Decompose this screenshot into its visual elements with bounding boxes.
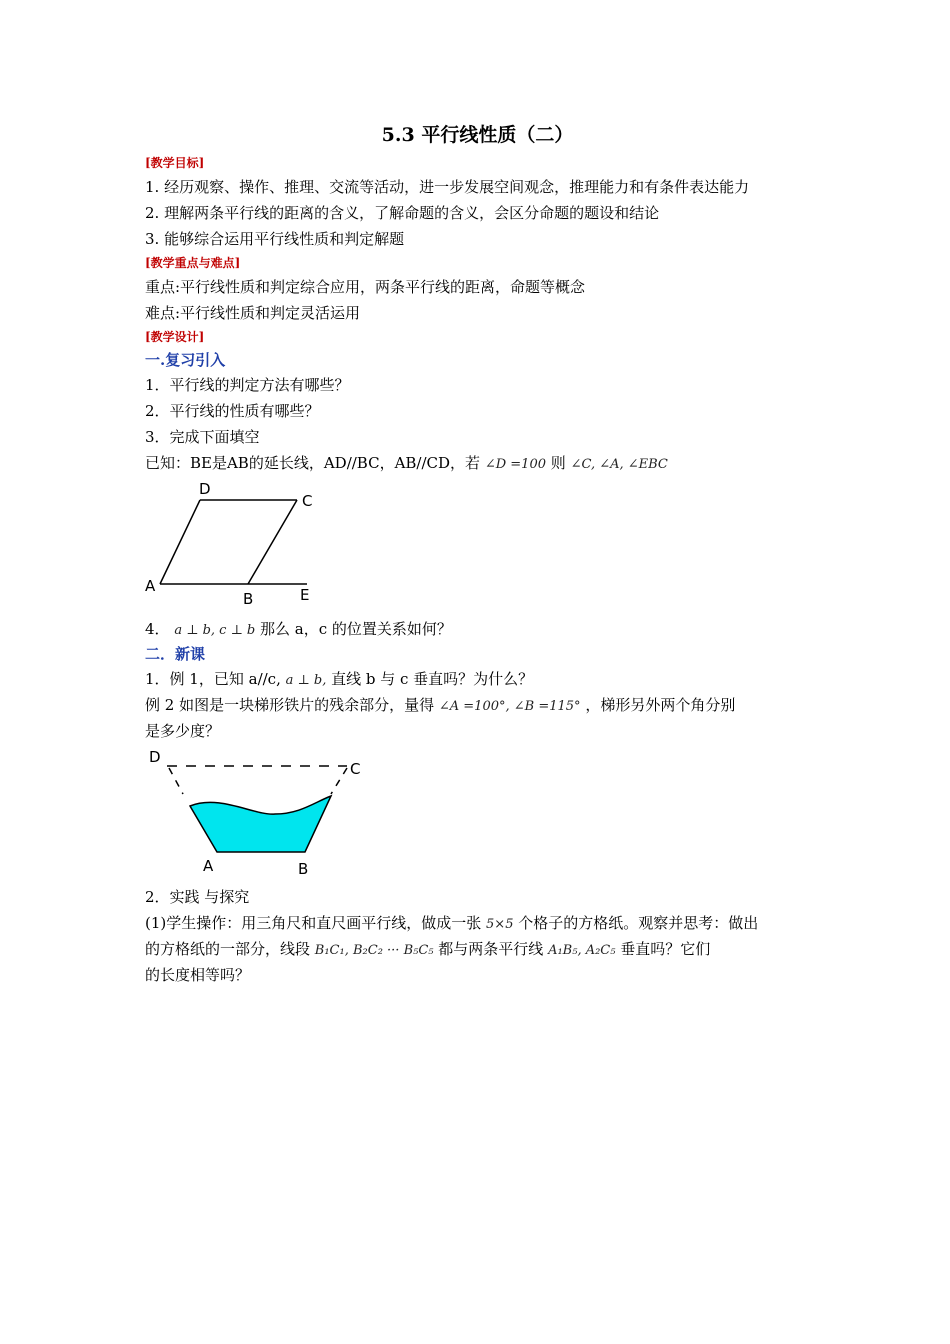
practice-l2-math2: A₁B₅, A₂C₅	[548, 943, 616, 958]
question-4	[145, 616, 810, 642]
known-text: 已知：BE是AB的延长线，AD//BC，AB//CD，若	[145, 454, 481, 472]
ex2-math: ∠A =100°, ∠B =115°	[438, 699, 581, 714]
ex1-math: a ⊥ b,	[285, 673, 327, 688]
example-2	[145, 692, 810, 718]
known-then: 则	[550, 454, 566, 472]
new-lesson-heading: 二．新课	[145, 645, 206, 663]
practice-l2-c: 垂直吗？它们	[620, 940, 711, 958]
practice-l2-math1: B₁C₁, B₂C₂ ··· B₅C₅	[314, 943, 434, 958]
document-page	[145, 118, 810, 988]
example-2-cont: 是多少度？	[145, 722, 221, 740]
label-b: B	[298, 860, 309, 878]
review-item-3: 3．完成下面填空	[145, 428, 260, 446]
label-d: D	[199, 480, 211, 498]
ex1-text-a: 1．例 1，已知 a//c,	[145, 670, 281, 688]
q4-math: a ⊥ b, c ⊥ b	[174, 623, 256, 638]
known-math-angle-d: ∠D =100	[484, 457, 546, 472]
label-d: D	[149, 748, 161, 766]
practice-l1-b: 个格子的方格纸。观察并思考：做出	[518, 914, 759, 932]
q4-prefix: 4．	[145, 620, 170, 638]
dashed-d-side	[169, 768, 183, 794]
practice-line-1	[145, 910, 810, 936]
dashed-c-side	[331, 768, 347, 794]
label-c: C	[350, 760, 361, 778]
goals-heading: [教学目标]	[145, 156, 205, 170]
review-item-1: 1．平行线的判定方法有哪些？	[145, 376, 350, 394]
goal-1: 1. 经历观察、操作、推理、交流等活动，进一步发展空间观念，推理能力和有条件表达能力	[145, 178, 750, 196]
review-heading: 一.复习引入	[145, 351, 226, 369]
known-math-angles: ∠C, ∠A, ∠EBC	[570, 457, 668, 472]
goal-3: 3. 能够综合运用平行线性质和判定解题	[145, 230, 405, 248]
practice-heading: 2．实践 与探究	[145, 888, 250, 906]
label-b: B	[243, 590, 254, 608]
practice-l1-a: (1)学生操作：用三角尺和直尺画平行线，做成一张	[145, 914, 482, 932]
example-1	[145, 666, 810, 692]
practice-l2-a: 的方格纸的一部分，线段	[145, 940, 311, 958]
parallelogram-figure	[145, 476, 810, 616]
page-title: 5.3 平行线性质（二）	[381, 124, 574, 146]
q4-text: 那么 a，c 的位置关系如何？	[260, 620, 452, 638]
practice-line-3: 的长度相等吗？	[145, 966, 251, 984]
label-a: A	[145, 577, 156, 595]
practice-l2-b: 都与两条平行线	[438, 940, 544, 958]
line-bc	[248, 500, 297, 584]
practice-line-2	[145, 936, 810, 962]
line-ad	[160, 500, 200, 584]
design-heading: [教学设计]	[145, 330, 205, 344]
review-item-2: 2．平行线的性质有哪些？	[145, 402, 320, 420]
goal-2: 2. 理解两条平行线的距离的含义，了解命题的含义，会区分命题的题设和结论	[145, 204, 660, 222]
practice-l1-math: 5×5	[486, 917, 514, 932]
trapezoid-svg	[145, 744, 385, 884]
label-a: A	[203, 857, 214, 875]
difficult-point: 难点:平行线性质和判定灵活运用	[145, 304, 361, 322]
ex2-text-b: ，梯形另外两个角分别	[585, 696, 736, 714]
label-e: E	[300, 586, 310, 604]
label-c: C	[302, 492, 313, 510]
known-line	[145, 450, 810, 476]
ex1-text-b: 直线 b 与 c 垂直吗？为什么？	[331, 670, 534, 688]
parallelogram-svg	[145, 476, 345, 616]
trapezoid-figure	[145, 744, 810, 884]
ex2-text-a: 例 2 如图是一块梯形铁片的残余部分，量得	[145, 696, 435, 714]
key-point: 重点:平行线性质和判定综合应用，两条平行线的距离，命题等概念	[145, 278, 586, 296]
trapezoid-remnant	[190, 796, 331, 852]
key-points-heading: [教学重点与难点]	[145, 256, 241, 270]
